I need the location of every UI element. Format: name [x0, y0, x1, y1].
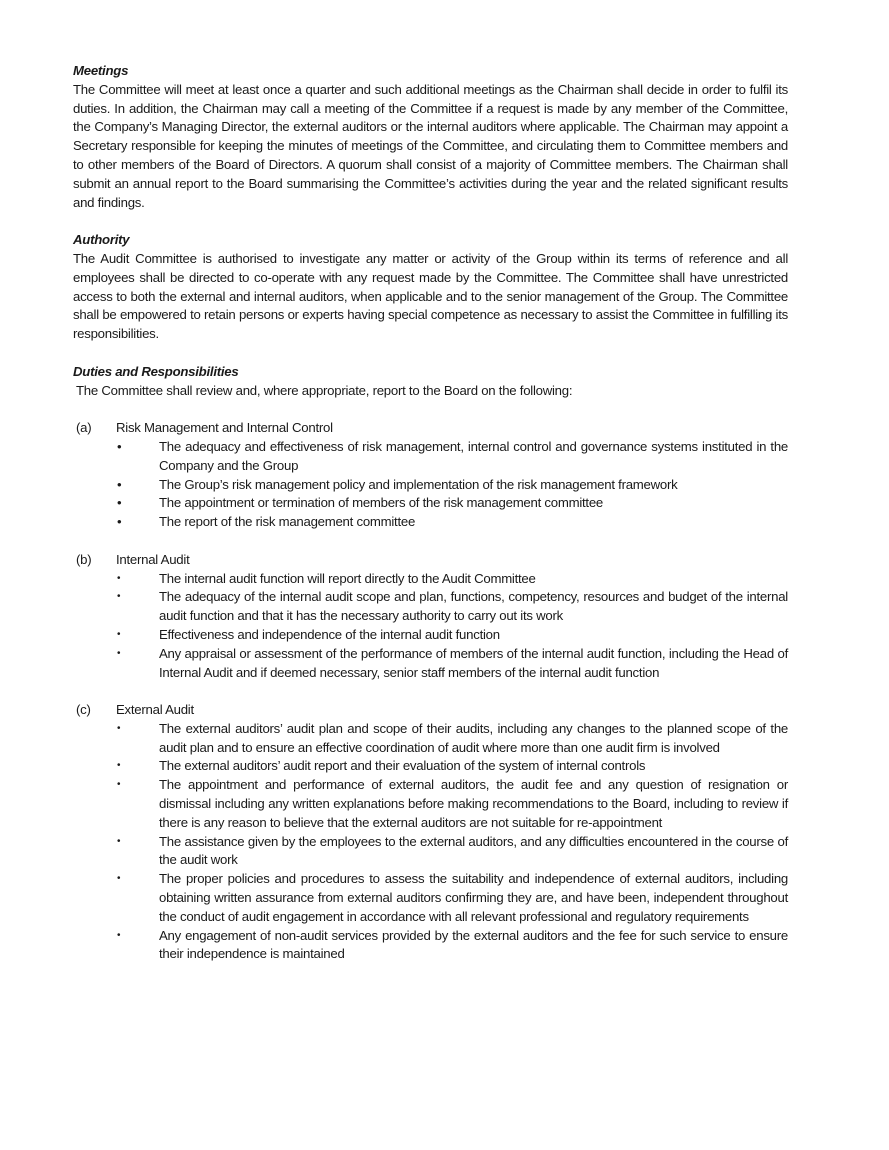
list-item-text: The external auditors’ audit plan and scope of their audits, including any changes to the planned scope of the audit plan and to ensure an effective coordination of audit where more than one audit firm is involved: [159, 720, 788, 755]
spacer: [73, 400, 788, 419]
list-item: [73, 776, 788, 832]
section-c-header: [73, 701, 788, 720]
bullet-icon: •: [117, 873, 121, 885]
spacer: [73, 212, 788, 231]
list-item-text: The assistance given by the employees to the external auditors, and any difficulties encountered in the course of the audit work: [159, 833, 788, 868]
list-item: [73, 494, 788, 513]
bullet-icon: •: [117, 476, 122, 492]
section-b-header: [73, 551, 788, 570]
list-item-text: The external auditors’ audit report and their evaluation of the system of internal controls: [159, 758, 646, 774]
section-title: Risk Management and Internal Control: [116, 420, 333, 436]
spacer: [73, 532, 788, 551]
list-item: [73, 626, 788, 645]
authority-heading: Authority: [73, 232, 130, 248]
section-marker: (a): [76, 420, 92, 436]
bullet-icon: •: [117, 779, 121, 791]
list-item-text: Any engagement of non-audit services provided by the external auditors and the fee for such service to ensure their independence is maintained: [159, 927, 788, 962]
list-item: [73, 513, 788, 532]
list-item-text: The internal audit function will report directly to the Audit Committee: [159, 570, 536, 586]
section-title: External Audit: [116, 702, 194, 718]
bullet-icon: •: [117, 722, 121, 734]
bullet-icon: •: [117, 495, 122, 511]
section-b-list: [73, 570, 788, 683]
section-a-list: [73, 438, 788, 532]
list-item: [73, 833, 788, 871]
meetings-heading: Meetings: [73, 63, 129, 78]
list-item: [73, 720, 788, 758]
list-item: [73, 927, 788, 965]
list-item: [73, 438, 788, 476]
spacer: [73, 344, 788, 363]
list-item-text: The adequacy and effectiveness of risk management, internal control and governance systems instituted in the Company and the Group: [159, 438, 788, 473]
section-c-list: [73, 720, 788, 964]
list-item-text: Effectiveness and independence of the internal audit function: [159, 626, 500, 642]
bullet-icon: •: [117, 591, 121, 603]
list-item-text: The report of the risk management committee: [159, 514, 416, 530]
list-item: [73, 476, 788, 495]
bullet-icon: •: [117, 760, 121, 772]
section-a-header: [73, 419, 788, 438]
bullet-icon: •: [117, 628, 121, 640]
bullet-icon: •: [117, 514, 122, 530]
bullet-icon: •: [117, 647, 121, 659]
bullet-icon: •: [117, 438, 122, 454]
list-item-text: The adequacy of the internal audit scope and plan, functions, competency, resources and budget of the internal audit function and that it has the necessary authority to carry out its work: [159, 589, 788, 624]
section-marker: (b): [76, 551, 92, 567]
duties-heading: Duties and Responsibilities: [73, 363, 239, 379]
list-item: [73, 570, 788, 589]
authority-paragraph: The Audit Committee is authorised to investigate any matter or activity of the Group within its terms of reference and all employees shall be directed to co-operate with any request made by the Committee. The Committee shall have unrestricted access to both the external and internal auditors, when applicable and to the senior management of the Group. The Committee shall be empowered to retain persons or experts having special competence as necessary to assist the Committee in fulfilling its responsibilities.: [73, 250, 788, 342]
duties-intro: The Committee shall review and, where appropriate, report to the Board on the following:: [76, 382, 573, 398]
list-item-text: Any appraisal or assessment of the performance of members of the internal audit function, including the Head of Internal Audit and if deemed necessary, senior staff members of the internal audit function: [159, 645, 788, 680]
list-item: [73, 588, 788, 626]
bullet-icon: •: [117, 572, 121, 584]
list-item-text: The appointment or termination of members of the risk management committee: [159, 495, 604, 511]
section-title: Internal Audit: [116, 551, 190, 567]
bullet-icon: •: [117, 929, 121, 941]
list-item: [73, 870, 788, 926]
list-item-text: The proper policies and procedures to assess the suitability and independence of external auditors, including obtaining written assurance from external auditors confirming they are, and have been, independent throughout the conduct of audit engagement in accordance with all relevant professional and regulatory requirements: [159, 871, 788, 924]
list-item-text: The appointment and performance of external auditors, the audit fee and any question of resignation or dismissal including any written explanations before making recommendations to the Board, including to review if there is any reason to believe that the external auditors are not suitable for re-appointment: [159, 777, 788, 830]
list-item: [73, 757, 788, 776]
list-item: [73, 645, 788, 683]
list-item-text: The Group’s risk management policy and implementation of the risk management framework: [159, 476, 678, 492]
section-marker: (c): [76, 702, 91, 718]
spacer: [73, 682, 788, 701]
document-page: [73, 62, 788, 964]
meetings-paragraph: The Committee will meet at least once a quarter and such additional meetings as the Chairman shall decide in order to fulfil its duties. In addition, the Chairman may call a meeting of the Committee if a request is made by any member of the Committee, the Company’s Managing Director, the external auditors or the internal auditors where applicable. The Chairman may appoint a Secretary responsible for keeping the minutes of meetings of the Committee, and circulating them to Committee members and to other members of the Board of Directors. A quorum shall consist of a majority of Committee members. The Chairman shall submit an annual report to the Board summarising the Committee’s activities during the year and the related significant results and findings.: [73, 81, 788, 210]
bullet-icon: •: [117, 835, 121, 847]
